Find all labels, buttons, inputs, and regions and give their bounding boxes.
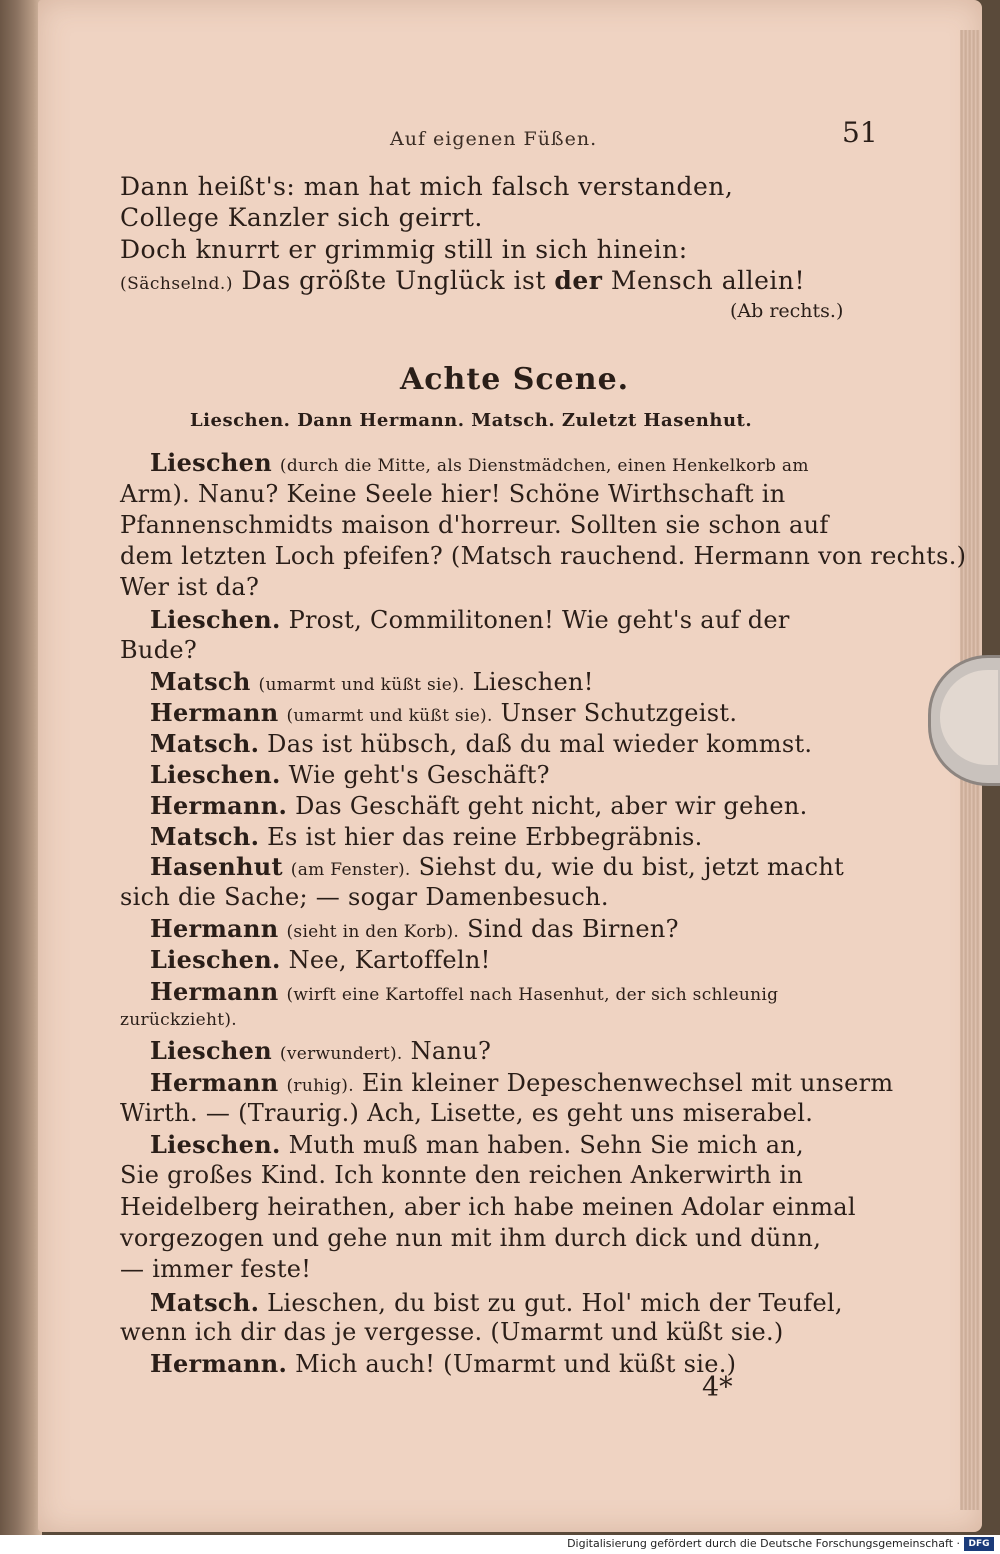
dialogue-line — [150, 914, 679, 943]
dialogue-line — [120, 1003, 237, 1031]
speaker-name: Hermann — [150, 1068, 279, 1097]
spoken-text: dem letzten Loch pfeifen? (Matsch rauchend. Hermann von rechts.) — [120, 542, 967, 570]
stage-direction: zurückzieht). — [120, 1010, 237, 1030]
spoken-text: Pfannenschmidts maison d'horreur. Sollten sie schon auf — [120, 511, 829, 539]
dialogue-line — [150, 1288, 843, 1317]
spoken-text: Lieschen! — [472, 668, 594, 696]
stage-direction: (ruhig). — [286, 1076, 354, 1096]
speaker-name: Matsch. — [150, 822, 260, 851]
dialogue-line — [150, 667, 594, 696]
speaker-name: Lieschen — [150, 1036, 272, 1065]
exit-direction: (Ab rechts.) — [730, 300, 844, 322]
funding-note: Digitalisierung gefördert durch die Deutsche Forschungsgemeinschaft · — [567, 1537, 960, 1550]
dialogue-line — [150, 760, 550, 789]
spoken-text: Ein kleiner Depeschenwechsel mit unserm — [361, 1069, 894, 1097]
dialogue-line — [150, 1068, 893, 1097]
spoken-text: sich die Sache; — sogar Damenbesuch. — [120, 883, 609, 911]
spoken-text: Prost, Commilitonen! Wie geht's auf der — [288, 606, 790, 634]
spoken-text: Nanu? — [410, 1037, 492, 1065]
dialogue-line — [120, 636, 197, 664]
verse-text: Mensch allein! — [602, 266, 806, 295]
dialogue-line — [150, 852, 844, 881]
spoken-text: Das Geschäft geht nicht, aber wir gehen. — [295, 792, 808, 820]
dialogue-line — [120, 1193, 856, 1221]
speaker-name: Hasenhut — [150, 852, 283, 881]
book-binding — [0, 0, 42, 1535]
emphasis: der — [554, 266, 603, 295]
speaker-name: Lieschen. — [150, 605, 281, 634]
spoken-text: vorgezogen und gehe nun mit ihm durch dick und dünn, — [120, 1224, 822, 1252]
dialogue-line — [150, 698, 737, 727]
spoken-text: Bude? — [120, 636, 198, 664]
stage-direction: (Sächselnd.) — [120, 274, 233, 294]
dialogue-line — [150, 605, 790, 634]
speaker-name: Lieschen. — [150, 760, 281, 789]
speaker-name: Hermann — [150, 914, 279, 943]
spoken-text: Sind das Birnen? — [467, 915, 679, 943]
spoken-text: wenn ich dir das je vergesse. (Umarmt und küßt sie.) — [120, 1318, 784, 1346]
dialogue-line — [150, 977, 778, 1006]
dialogue-line — [120, 1099, 813, 1127]
stage-direction: (durch die Mitte, als Dienstmädchen, einen Henkelkorb am — [279, 456, 809, 476]
dialogue-line — [120, 542, 966, 570]
spoken-text: Unser Schutzgeist. — [500, 699, 738, 727]
footer-bar — [0, 1535, 1000, 1554]
spoken-text: Es ist hier das reine Erbbegräbnis. — [267, 823, 703, 851]
spoken-text: Das ist hübsch, daß du mal wieder kommst. — [267, 730, 813, 758]
spoken-text: Lieschen, du bist zu gut. Hol' mich der Teufel, — [267, 1289, 843, 1317]
dialogue-line — [150, 945, 491, 974]
dialogue-line — [120, 573, 259, 601]
verse-line — [120, 266, 805, 295]
dialogue-line — [120, 883, 609, 911]
verse-line: Doch knurrt er grimmig still in sich hinein: — [120, 235, 688, 264]
speaker-name: Hermann — [150, 977, 279, 1006]
spoken-text: Arm). Nanu? Keine Seele hier! Schöne Wirthschaft in — [120, 480, 786, 508]
stage-direction: (umarmt und küßt sie). — [258, 675, 465, 695]
dfg-logo: DFG — [964, 1537, 994, 1551]
dialogue-line — [150, 1036, 491, 1065]
spoken-text: Wie geht's Geschäft? — [288, 761, 550, 789]
spoken-text: Muth muß man haben. Sehn Sie mich an, — [288, 1131, 804, 1159]
dialogue-line — [120, 1318, 784, 1346]
cast-list: Lieschen. Dann Hermann. Matsch. Zuletzt Hasenhut. — [190, 410, 753, 431]
scene-title: Achte Scene. — [400, 362, 630, 397]
speaker-name: Lieschen. — [150, 945, 281, 974]
stage-direction: (verwundert). — [279, 1044, 403, 1064]
verse-line: Dann heißt's: man hat mich falsch verstanden, — [120, 172, 734, 201]
speaker-name: Hermann — [150, 698, 279, 727]
spoken-text: Nee, Kartoffeln! — [288, 946, 491, 974]
signature-mark: 4* — [702, 1372, 733, 1403]
speaker-name: Lieschen — [150, 448, 272, 477]
verse-text: Das größte Unglück ist — [241, 266, 555, 295]
spoken-text: Wer ist da? — [120, 573, 260, 601]
speaker-name: Lieschen. — [150, 1130, 281, 1159]
dialogue-line — [150, 822, 703, 851]
dialogue-line — [120, 1161, 803, 1189]
running-title: Auf eigenen Füßen. — [390, 128, 598, 150]
speaker-name: Matsch — [150, 667, 251, 696]
verse-line: College Kanzler sich geirrt. — [120, 203, 483, 232]
speaker-name: Matsch. — [150, 729, 260, 758]
dialogue-line — [150, 1349, 736, 1378]
dialogue-line — [120, 1224, 821, 1252]
speaker-name: Matsch. — [150, 1288, 260, 1317]
stage-direction: (sieht in den Korb). — [286, 922, 460, 942]
spoken-text: Heidelberg heirathen, aber ich habe meinen Adolar einmal — [120, 1193, 856, 1221]
stage-direction: (wirft eine Kartoffel nach Hasenhut, der sich schleunig — [286, 985, 779, 1005]
dialogue-line — [120, 480, 785, 508]
spoken-text: Sie großes Kind. Ich konnte den reichen Ankerwirth in — [120, 1161, 804, 1189]
dialogue-line — [150, 791, 808, 820]
dialogue-line — [120, 1255, 311, 1283]
dialogue-line — [150, 729, 812, 758]
spoken-text: Wirth. — (Traurig.) Ach, Lisette, es geht uns miserabel. — [120, 1099, 814, 1127]
spoken-text: Siehst du, wie du bist, jetzt macht — [418, 853, 845, 881]
dialogue-line — [150, 1130, 804, 1159]
stage-direction: (umarmt und küßt sie). — [286, 706, 493, 726]
page-number: 51 — [842, 116, 878, 149]
dialogue-line — [120, 511, 829, 539]
dialogue-line — [150, 448, 809, 477]
spoken-text: — immer feste! — [120, 1255, 312, 1283]
speaker-name: Hermann. — [150, 1349, 288, 1378]
spoken-text: Mich auch! (Umarmt und küßt sie.) — [295, 1350, 737, 1378]
stage-direction: (am Fenster). — [290, 860, 411, 880]
speaker-name: Hermann. — [150, 791, 288, 820]
